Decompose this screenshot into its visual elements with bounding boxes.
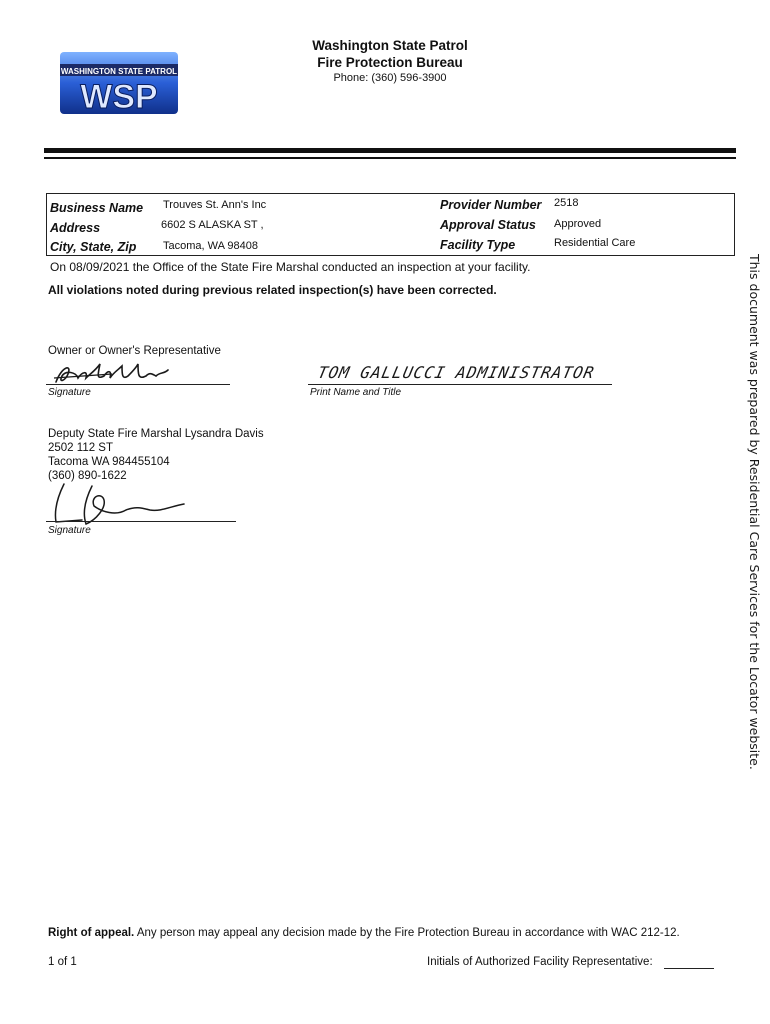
side-note [747,254,770,774]
address-value: 6602 S ALASKA ST , [161,219,264,231]
owner-signature-label: Signature [48,387,91,398]
appeal-statement [48,927,680,939]
agency-title: Washington State Patrol [312,38,468,53]
marshal-street: 2502 112 ST [48,442,114,454]
marshal-name: Deputy State Fire Marshal Lysandra Davis [48,428,264,440]
side-note-text: This document was prepared by Residential Care Services for the Locator website. [747,254,762,770]
business-name-value: Trouves St. Ann's Inc [163,199,267,211]
owner-heading: Owner or Owner's Representative [48,345,221,357]
owner-signature-line [46,384,230,385]
provider-number-value: 2518 [554,197,579,209]
wsp-logo [58,48,180,116]
initials-line[interactable] [664,968,714,969]
violations-statement: All violations noted during previous related inspection(s) have been corrected. [48,283,497,297]
marshal-signature-label: Signature [48,525,91,536]
appeal-bold-label: Right of appeal. [48,927,135,939]
address-label: Address [50,221,101,235]
phone-label: Phone: [333,72,369,84]
facility-type-label: Facility Type [440,238,516,252]
approval-status-label: Approval Status [440,218,536,232]
appeal-text: Any person may appeal any decision made by the Fire Protection Bureau in accordance with WAC 212-12. [136,927,680,939]
city-state-zip-label: City, State, Zip [50,240,137,254]
owner-print-name: TOM GALLUCCI ADMINISTRATOR [315,363,597,382]
logo-banner-text: WASHINGTON STATE PATROL [60,67,178,76]
header-rule-thick [44,148,736,153]
approval-status-value: Approved [554,218,602,230]
marshal-phone: (360) 890-1622 [48,470,127,482]
agency-phone [240,72,540,84]
print-name-line [308,384,612,385]
phone-number: (360) 596-3900 [371,72,447,84]
initials-label: Initials of Authorized Facility Representative: [427,956,653,968]
inspection-statement: On 08/09/2021 the Office of the State Fire Marshal conducted an inspection at your facility. [50,260,531,274]
city-state-zip-value: Tacoma, WA 98408 [163,240,258,252]
business-name-label: Business Name [50,201,144,215]
facility-type-value: Residential Care [554,237,636,249]
logo-letters: WSP [80,78,158,116]
bureau-title: Fire Protection Bureau [317,55,463,70]
header-rule-thin [44,157,736,159]
provider-number-label: Provider Number [440,198,542,212]
marshal-signature-line [46,521,236,522]
print-name-label: Print Name and Title [310,387,402,398]
marshal-city: Tacoma WA 984455104 [48,456,170,468]
page-number: 1 of 1 [48,956,77,968]
